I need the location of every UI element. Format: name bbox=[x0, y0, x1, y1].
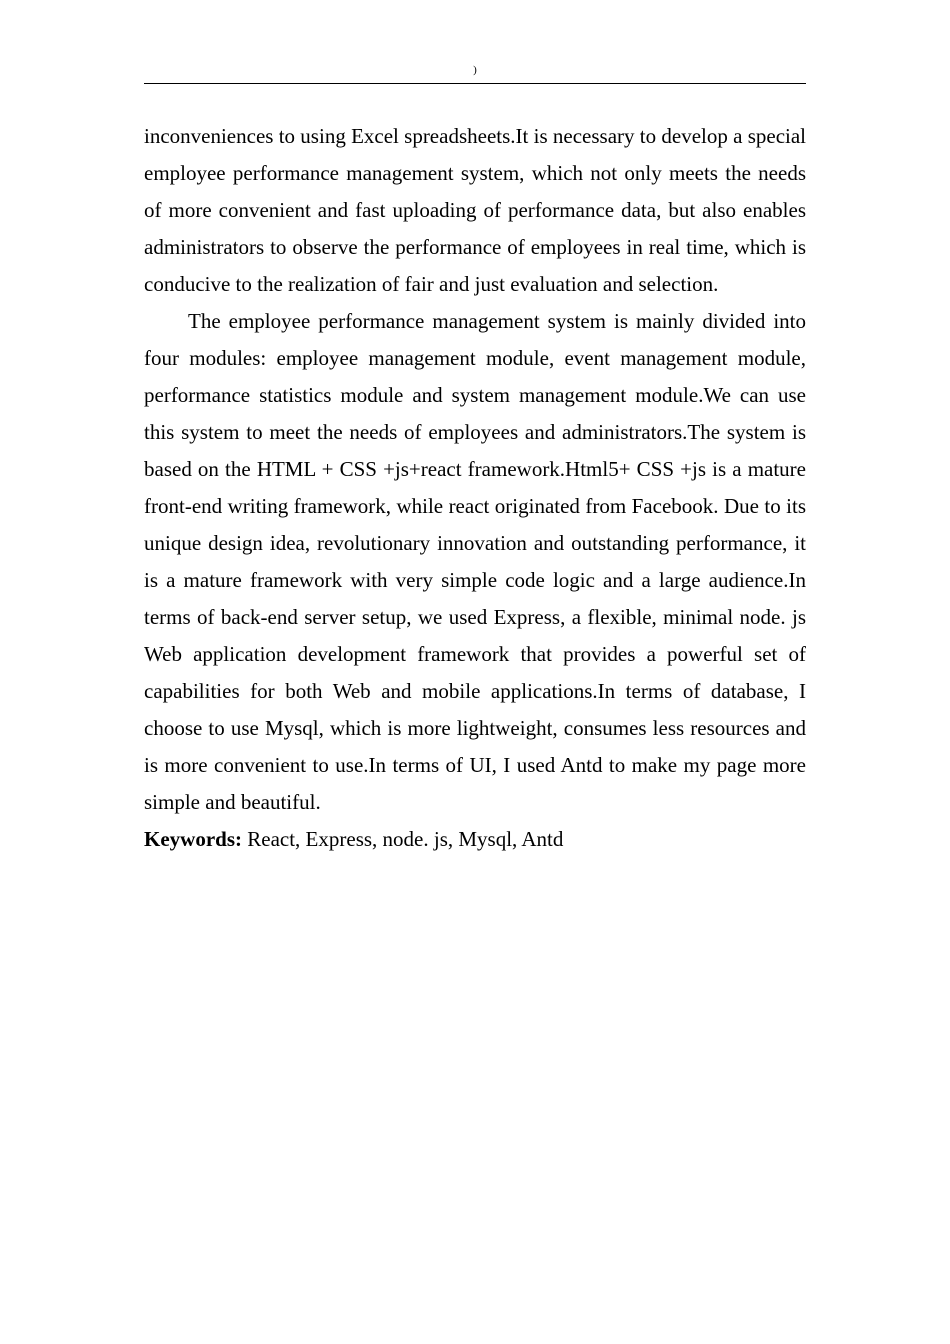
keywords-label: Keywords: bbox=[144, 827, 242, 851]
abstract-paragraph-continued: inconveniences to using Excel spreadsheets.It is necessary to develop a special employee performance management system, which not only meets the needs of more convenient and fast uploading of performance data, but also enables administrators to observe the performance of employees in real time, which is conducive to the realization of fair and just evaluation and selection. bbox=[144, 124, 806, 296]
abstract-paragraph: The employee performance management system is mainly divided into four modules: employee management module, event management module, performance statistics module and system management module.We can use this system to meet the needs of employees and administrators.The system is based on the HTML + CSS +js+react framework.Html5+ CSS +js is a mature front-end writing framework, while react originated from Facebook. Due to its unique design idea, revolutionary innovation and outstanding performance, it is a mature framework with very simple code logic and a large audience.In terms of back-end server setup, we used Express, a flexible, minimal node. js Web application development framework that provides a powerful set of capabilities for both Web and mobile applications.In terms of database, I choose to use Mysql, which is more lightweight, consumes less resources and is more convenient to use.In terms of UI, I used Antd to make my page more simple and beautiful. bbox=[144, 309, 806, 814]
header-rule bbox=[144, 83, 806, 84]
abstract-body bbox=[144, 118, 806, 858]
keywords-line bbox=[144, 821, 806, 858]
keywords-value: React, Express, node. js, Mysql, Antd bbox=[242, 827, 564, 851]
page-header-mark: ) bbox=[473, 64, 477, 76]
